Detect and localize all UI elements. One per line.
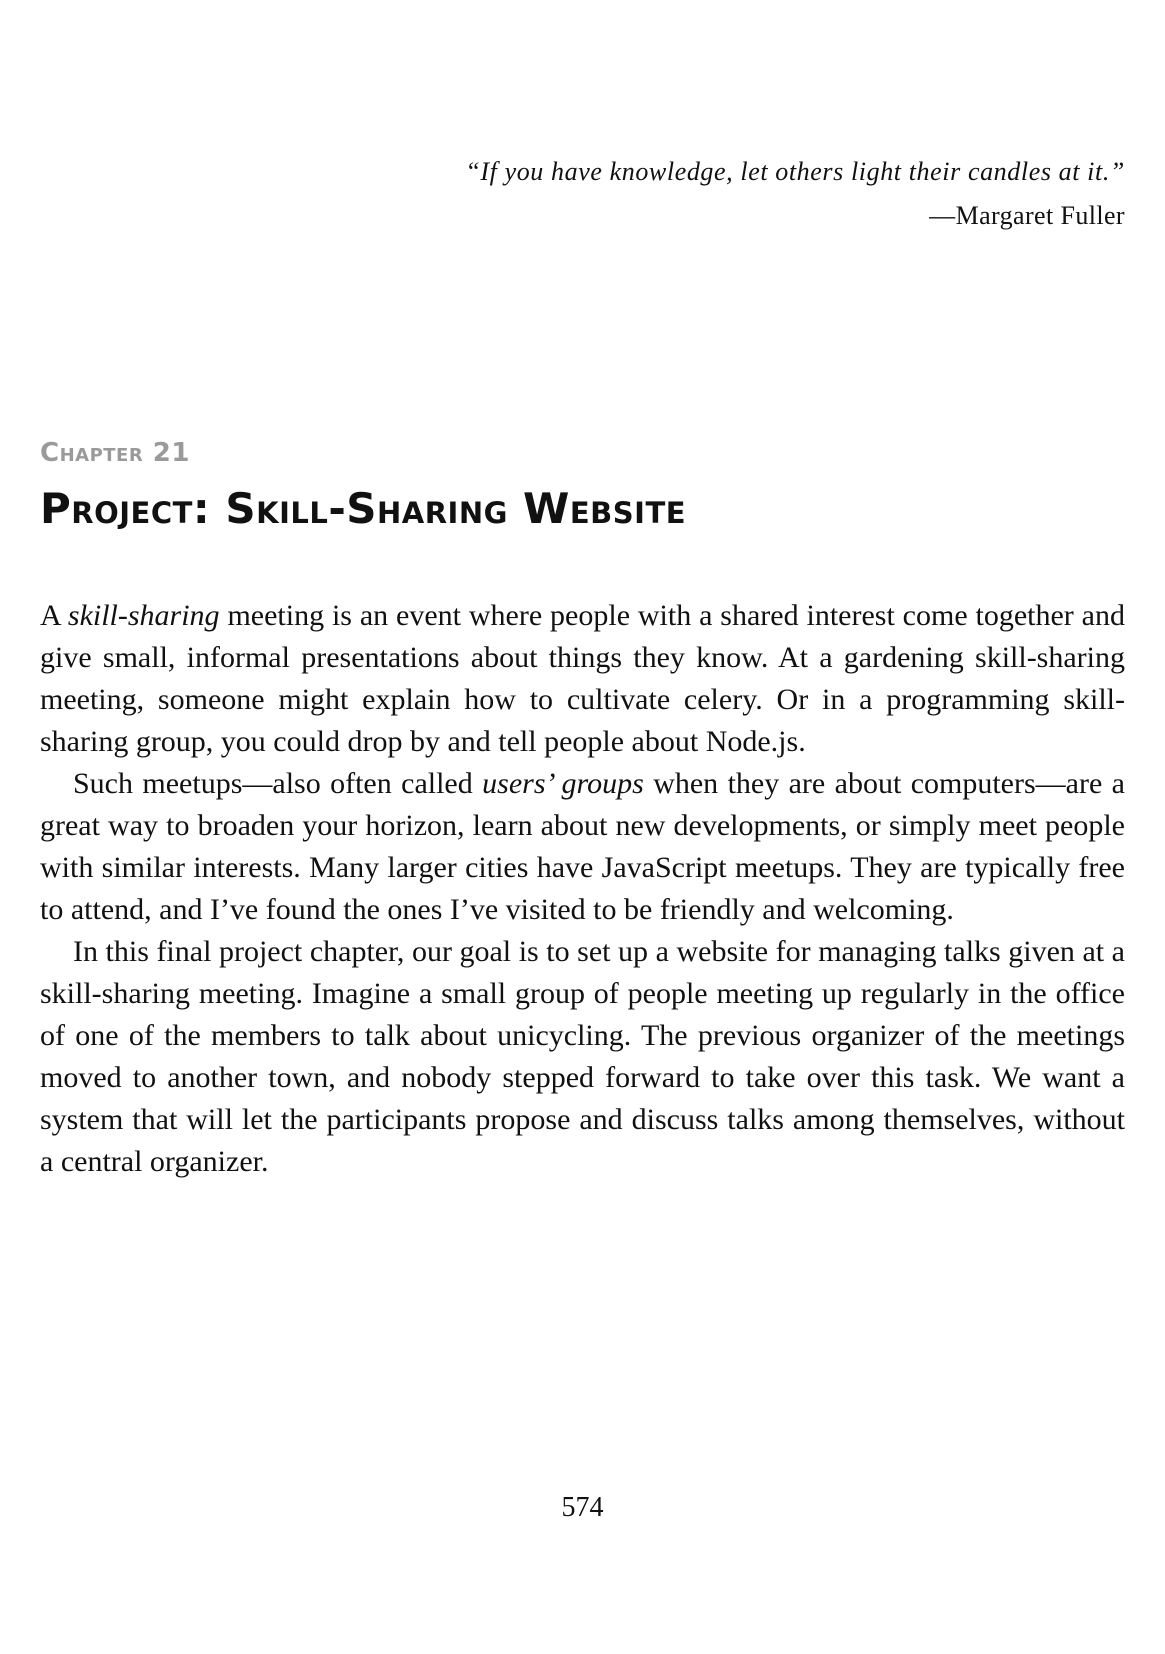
page-number: 574 [561, 1492, 604, 1523]
chapter-label: Chapter 21 [40, 438, 190, 468]
body-text [40, 595, 1125, 1183]
paragraph-2-text-end: when they are about computers—are a great way to broaden your horizon, learn about new developments, or simply meet people with similar interests. Many larger cities have JavaScript meetups. They are typically free to attend, and I’ve found the ones I’ve visited to be friendly and welcoming. [40, 767, 1125, 926]
paragraph-1 [40, 595, 1125, 763]
paragraph-2-emphasis: users’ groups [482, 767, 644, 800]
paragraph-1-emphasis: skill-sharing [67, 599, 220, 632]
paragraph-1-text-start: A [40, 599, 68, 632]
epigraph [40, 150, 1125, 238]
epigraph-attribution: —Margaret Fuller [929, 201, 1125, 230]
epigraph-quote: “If you have knowledge, let others light their candles at it.” [465, 157, 1125, 186]
paragraph-1-text-end: meeting is an event where people with a shared interest come together and give small, informal presentations about things they know. At a gardening skill-sharing meeting, someone might explain how to cultivate celery. Or in a programming skill-sharing group, you could drop by and tell people about Node.js. [40, 599, 1125, 758]
paragraph-2 [40, 763, 1125, 931]
paragraph-2-text-start: Such meetups—also often called [73, 767, 483, 800]
paragraph-3: In this final project chapter, our goal is to set up a website for managing talks given at a skill-sharing meeting. Imagine a small group of people meeting up regularly in the office of one of the members to talk about unicycling. The previous organizer of the meetings moved to another town, and nobody stepped forward to take over this task. We want a system that will let the participants propose and discuss talks among themselves, without a central organizer. [40, 935, 1125, 1178]
chapter-title: Project: Skill-Sharing Website [40, 484, 687, 533]
